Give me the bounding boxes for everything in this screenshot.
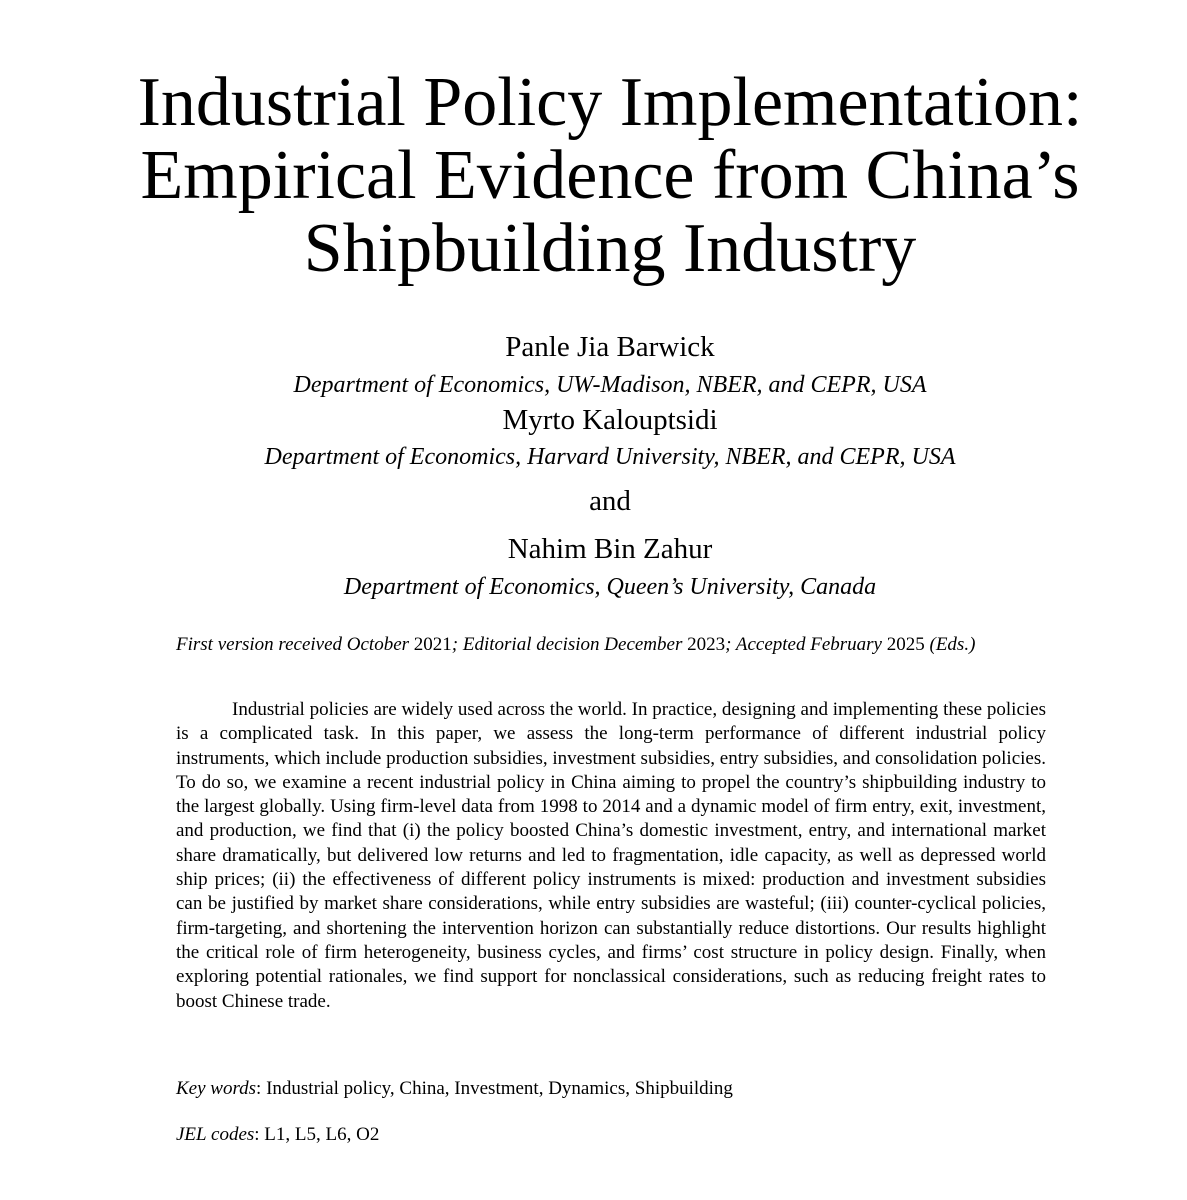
jel-codes-value: : L1, L5, L6, O2: [254, 1124, 380, 1145]
author-name-1: Panle Jia Barwick: [505, 331, 715, 363]
keywords: [176, 1076, 1046, 1102]
decision-year: 2023: [687, 634, 726, 655]
author-affiliation-3: Department of Economics, Queen’s University, Canada: [343, 574, 877, 600]
received-year: 2021: [413, 634, 452, 655]
author-conjunction: and: [589, 485, 631, 517]
author-affiliation-1: Department of Economics, UW-Madison, NBER, and CEPR, USA: [293, 372, 927, 398]
author-name-2: Myrto Kalouptsidi: [502, 404, 718, 436]
keywords-value: : Industrial policy, China, Investment, Dynamics, Shipbuilding: [256, 1078, 733, 1099]
title-line-3: Shipbuilding Industry: [303, 210, 917, 287]
accepted-year: 2025: [886, 634, 925, 655]
abstract: Industrial policies are widely used across the world. In practice, designing and implementing these policies is a complicated task. In this paper, we assess the long-term performance of different industrial policy instruments, which include production subsidies, investment subsidies, entry subsidies, and consolidation policies. To do so, we examine a recent industrial policy in China aiming to propel the country’s shipbuilding industry to the largest globally. Using firm-level data from 1998 to 2014 and a dynamic model of firm entry, exit, investment, and production, we find that (i) the policy boosted China’s domestic investment, entry, and international market share dramatically, but delivered low returns and led to fragmentation, idle capacity, as well as depressed world ship prices; (ii) the effectiveness of different policy instruments is mixed: production and investment subsidies can be justified by market share considerations, while entry subsidies are wasteful; (iii) counter-cyclical policies, firm-targeting, and shortening the intervention horizon can substantially reduce distortions. Our results highlight the critical role of firm heterogeneity, business cycles, and firms’ cost structure in policy design. Finally, when exploring potential rationales, we find support for nonclassical considerations, such as reducing freight rates to boost Chinese trade.: [176, 699, 1046, 1012]
editors-note: (Eds.): [924, 634, 976, 655]
author-name-3: Nahim Bin Zahur: [507, 533, 713, 565]
title-line-1: Industrial Policy Implementation:: [137, 64, 1083, 141]
jel-codes: [176, 1122, 1046, 1148]
author-affiliation-2: Department of Economics, Harvard University, NBER, and CEPR, USA: [264, 444, 956, 470]
title-line-2: Empirical Evidence from China’s: [140, 137, 1080, 214]
submission-history: [176, 632, 1056, 658]
accepted-label: ; Accepted February: [725, 634, 882, 655]
decision-label: ; Editorial decision December: [451, 634, 683, 655]
keywords-label: Key words: [176, 1078, 257, 1099]
received-label: First version received October: [176, 634, 410, 655]
jel-codes-label: JEL codes: [176, 1124, 255, 1145]
paper-title: [60, 66, 1160, 285]
